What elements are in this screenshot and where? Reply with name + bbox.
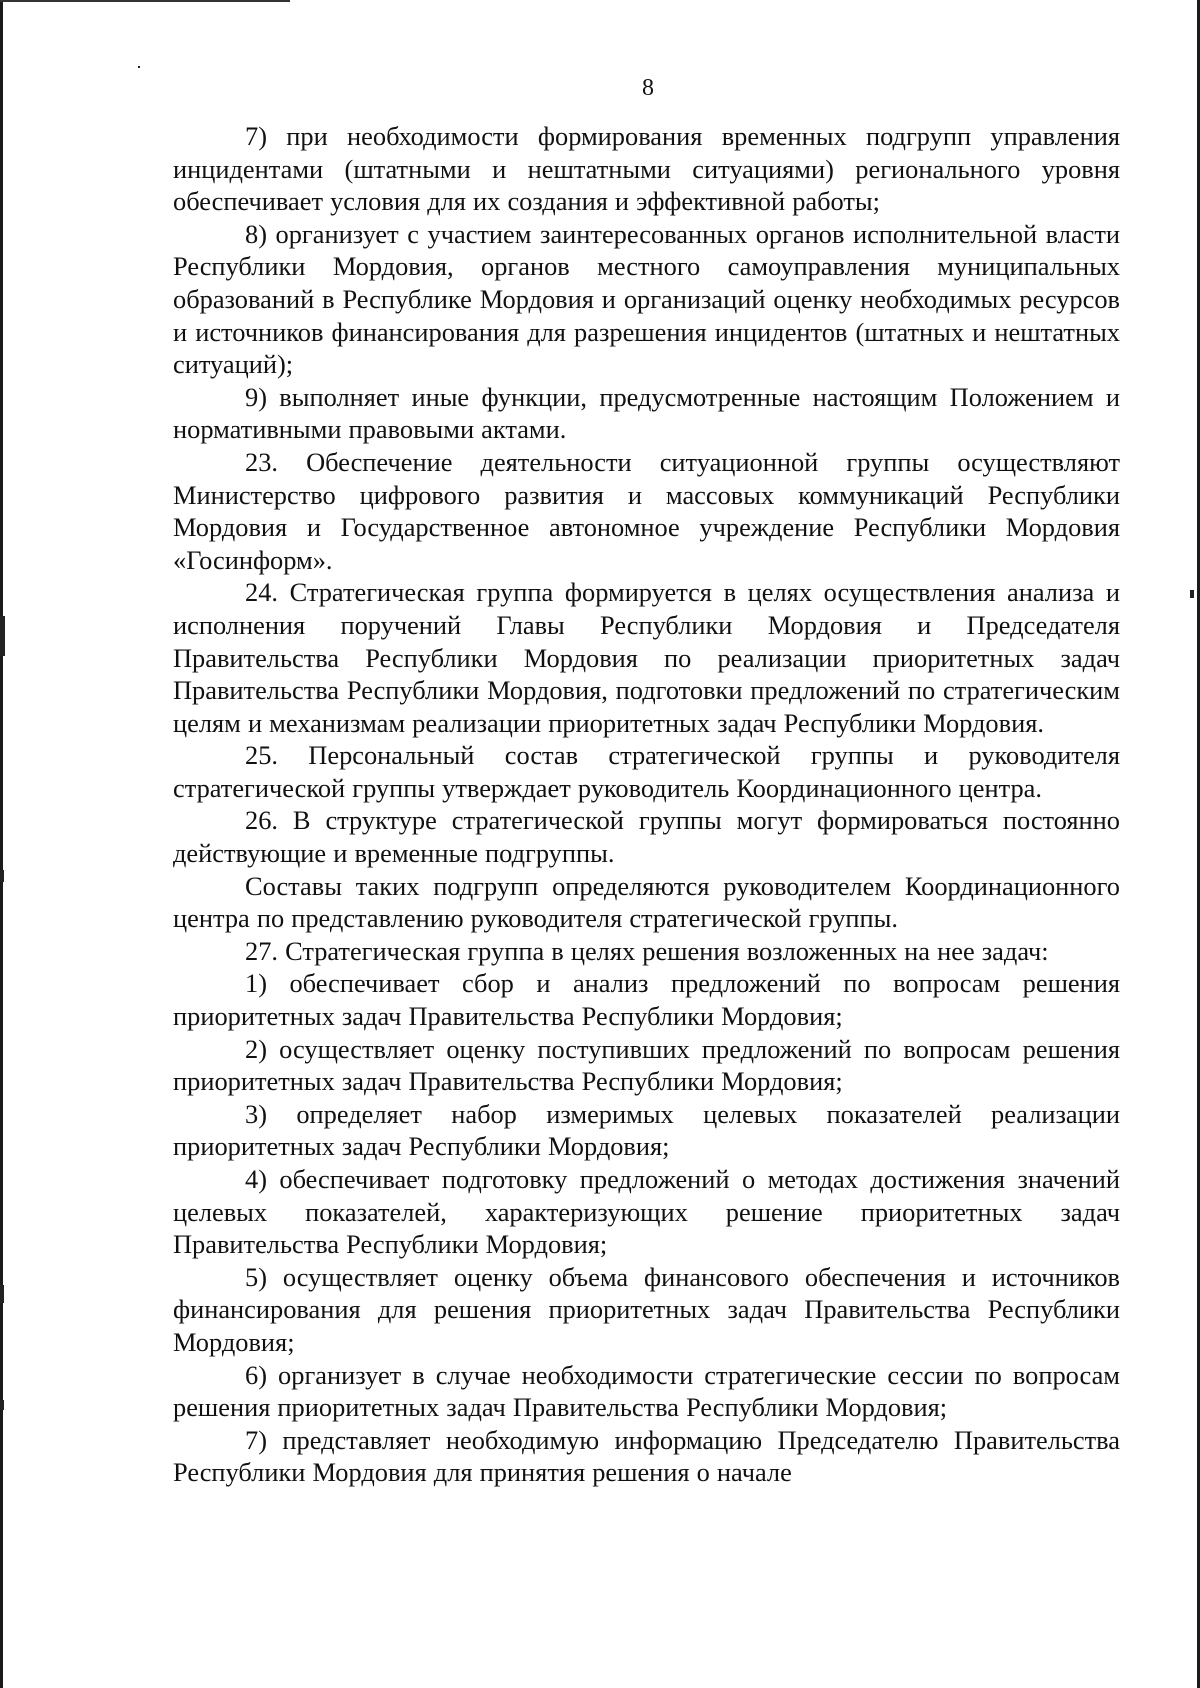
scan-speck [0,870,4,882]
paragraph: 25. Персональный состав стратегической группы и руководителя стратегической группы утверждает руководитель Координационного центра. [173,740,1120,803]
paragraph: 8) организует с участием заинтересованных органов исполнительной власти Республики Мордовия, органов местного самоуправления муниципальных образований в Республике Мордовия и организаций оценку необходимых ресурсов и источников финансирования для разрешения инцидентов (штатных и нештатных ситуаций); [173,218,1120,380]
scan-speck [0,1285,4,1303]
paragraph: 7) представляет необходимую информацию Председателю Правительства Республики Мордовия для принятия решения о начале [173,1424,1120,1488]
scan-speck [1190,590,1194,598]
paragraph: 6) организует в случае необходимости стратегические сессии по вопросам решения приоритетных задач Правительства Республики Мордовия; [173,1359,1120,1423]
paragraph: 4) обеспечивает подготовку предложений о методах достижения значений целевых показателей, характеризующих решение приоритетных задач Правительства Республики Мордовия; [173,1164,1120,1260]
paragraph: Составы таких подгрупп определяются руководителем Координационного центра по представлению руководителя стратегической группы. [173,870,1120,934]
paragraph: 5) осуществляет оценку объема финансового обеспечения и источников финансирования для решения приоритетных задач Правительства Республики Мордовия; [173,1261,1120,1357]
scan-speck [138,66,140,68]
scan-edge-top [0,0,290,2]
paragraph: 7) при необходимости формирования временных подгрупп управления инцидентами (штатными и нештатными ситуациями) регионального уровня обеспечивает условия для их создания и эффективной работы; [173,121,1120,217]
paragraph: 9) выполняет иные функции, предусмотренные настоящим Положением и нормативными правовыми актами. [173,381,1120,445]
document-body [173,120,1120,1489]
paragraph: 2) осуществляет оценку поступивших предложений по вопросам решения приоритетных задач Правительства Республики Мордовия; [173,1033,1120,1097]
paragraph: 27. Стратегическая группа в целях решения возложенных на нее задач: [245,935,1049,966]
scan-speck [0,616,5,656]
scan-speck [0,1400,4,1410]
paragraph: 26. В структуре стратегической группы могут формироваться постоянно действующие и временные подгруппы. [173,805,1120,869]
paragraph: 3) определяет набор измеримых целевых показателей реализации приоритетных задач Республики Мордовия; [173,1098,1120,1162]
scan-edge-left [0,0,3,1688]
paragraph: 24. Стратегическая группа формируется в целях осуществления анализа и исполнения поручений Главы Республики Мордовия и Председателя Правительства Республики Мордовия по реализации приоритетных задач Правительства Республики Мордовия, подготовки предложений по стратегическим целям и механизмам реализации приоритетных задач Республики Мордовия. [173,577,1120,738]
page-number: 8 [642,75,654,101]
paragraph: 1) обеспечивает сбор и анализ предложений по вопросам решения приоритетных задач Правительства Республики Мордовия; [173,968,1120,1032]
paragraph: 23. Обеспечение деятельности ситуационной группы осуществляют Министерство цифрового развития и массовых коммуникаций Республики Мордовия и Государственное автономное учреждение Республики Мордовия «Госинформ». [173,446,1120,575]
